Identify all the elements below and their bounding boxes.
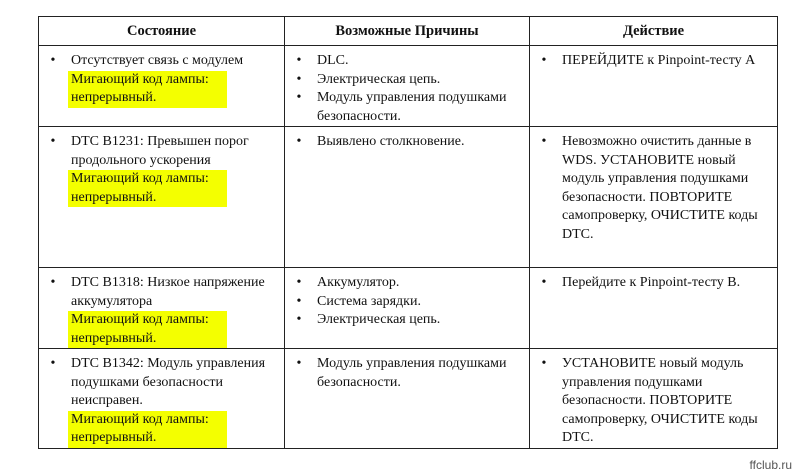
table-row <box>39 46 778 127</box>
state-cell <box>39 268 285 349</box>
action-item: • Перейдите к Pinpoint-тесту B. <box>541 275 741 290</box>
action-cell <box>530 349 778 449</box>
action-cell <box>530 127 778 268</box>
cause-item: • Электрическая цепь. <box>296 312 441 327</box>
lamp-code-label: Мигающий код лампы: <box>71 411 209 427</box>
diagnostic-table <box>38 16 778 449</box>
action-item: • ПЕРЕЙДИТЕ к Pinpoint-тесту A <box>541 53 756 68</box>
state-cell <box>39 127 285 268</box>
state-item: • DTC B1342: Модуль управления подушками безопасности неисправен. Мигающий код лампы: непрерывный. <box>39 355 284 448</box>
action-cell <box>530 268 778 349</box>
state-text: DTC B1231: Превышен порог продольного ускорения <box>71 134 249 168</box>
causes-cell <box>285 268 530 349</box>
lamp-code-highlight <box>68 311 227 348</box>
table-row <box>39 268 778 349</box>
state-item: • DTC B1318: Низкое напряжение аккумулятора Мигающий код лампы: непрерывный. <box>39 274 284 348</box>
lamp-code-value: непрерывный. <box>71 330 157 346</box>
state-item: • DTC B1231: Превышен порог продольного ускорения Мигающий код лампы: непрерывный. <box>39 133 284 207</box>
table-row <box>39 127 778 268</box>
cause-item: • Модуль управления подушками безопасности. <box>296 90 507 124</box>
table-row <box>39 349 778 449</box>
cause-item: • DLC. <box>296 53 349 68</box>
action-cell <box>530 46 778 127</box>
causes-cell <box>285 127 530 268</box>
lamp-code-value: непрерывный. <box>71 90 157 105</box>
lamp-code-label: Мигающий код лампы: <box>71 312 209 327</box>
header-causes: Возможные Причины <box>285 17 530 46</box>
lamp-code-label: Мигающий код лампы: <box>71 71 209 87</box>
state-cell <box>39 349 285 449</box>
lamp-code-highlight <box>68 170 227 207</box>
header-row <box>39 17 778 46</box>
causes-cell <box>285 349 530 449</box>
header-action: Действие <box>530 17 778 46</box>
state-text: DTC B1342: Модуль управления подушками безопасности неисправен. <box>71 356 266 408</box>
state-item: • Отсутствует связь с модулем Мигающий код лампы: непрерывный. <box>39 52 284 108</box>
site-watermark: ffclub.ru <box>749 458 792 472</box>
state-cell <box>39 46 285 127</box>
header-state: Состояние <box>39 17 285 46</box>
lamp-code-value: непрерывный. <box>71 189 157 205</box>
lamp-code-label: Мигающий код лампы: <box>71 171 209 186</box>
state-text: Отсутствует связь с модулем <box>71 53 244 68</box>
cause-item: • Модуль управления подушками безопасности. <box>296 356 507 390</box>
lamp-code-highlight <box>68 411 227 448</box>
action-item: • Невозможно очистить данные в WDS. УСТАНОВИТЕ новый модуль управления подушками безопасности. ПОВТОРИТЕ самопроверку, ОЧИСТИТЕ коды DTC. <box>541 134 758 242</box>
action-item: • УСТАНОВИТЕ новый модуль управления подушками безопасности. ПОВТОРИТЕ самопроверку, ОЧИСТИТЕ коды DTC. <box>541 356 758 445</box>
state-text: DTC B1318: Низкое напряжение аккумулятора <box>71 275 265 309</box>
cause-item: • Выявлено столкновение. <box>296 134 465 149</box>
cause-item: • Электрическая цепь. <box>296 71 441 87</box>
cause-item: • Аккумулятор. <box>296 275 400 290</box>
causes-cell <box>285 46 530 127</box>
lamp-code-value: непрерывный. <box>71 430 157 445</box>
cause-item: • Система зарядки. <box>296 293 421 309</box>
lamp-code-highlight <box>68 71 227 108</box>
